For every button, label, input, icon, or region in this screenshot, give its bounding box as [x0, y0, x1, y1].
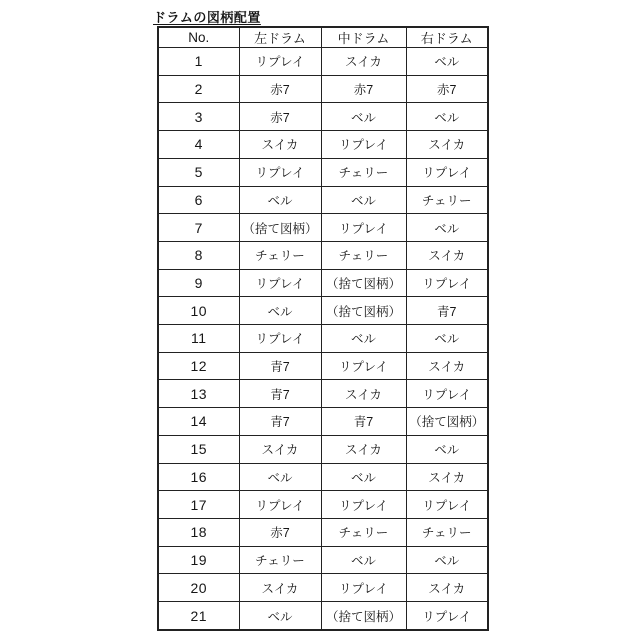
- cell-no: 9: [158, 269, 239, 297]
- cell-no: 14: [158, 408, 239, 436]
- header-right-drum: 右ドラム: [406, 27, 488, 48]
- cell-left-drum: チェリー: [239, 546, 321, 574]
- table-header: [158, 27, 488, 48]
- cell-no: 21: [158, 602, 239, 630]
- table-row: [158, 352, 488, 380]
- cell-left-drum: （捨て図柄）: [239, 214, 321, 242]
- cell-center-drum: チェリー: [321, 241, 406, 269]
- page-title: ドラムの図柄配置: [153, 10, 261, 25]
- table-row: [158, 574, 488, 602]
- table-row: [158, 325, 488, 353]
- cell-right-drum: （捨て図柄）: [406, 408, 488, 436]
- header-left-drum: 左ドラム: [239, 27, 321, 48]
- cell-left-drum: 青7: [239, 352, 321, 380]
- cell-right-drum: チェリー: [406, 518, 488, 546]
- cell-center-drum: （捨て図柄）: [321, 269, 406, 297]
- cell-no: 20: [158, 574, 239, 602]
- cell-center-drum: ベル: [321, 325, 406, 353]
- table-row: [158, 602, 488, 630]
- cell-no: 3: [158, 103, 239, 131]
- table-row: [158, 435, 488, 463]
- cell-no: 1: [158, 48, 239, 76]
- table-row: [158, 158, 488, 186]
- cell-left-drum: 赤7: [239, 75, 321, 103]
- cell-left-drum: リプレイ: [239, 158, 321, 186]
- cell-right-drum: リプレイ: [406, 380, 488, 408]
- header-row: [158, 27, 488, 48]
- cell-no: 19: [158, 546, 239, 574]
- cell-no: 16: [158, 463, 239, 491]
- cell-left-drum: ベル: [239, 297, 321, 325]
- cell-right-drum: スイカ: [406, 241, 488, 269]
- cell-right-drum: ベル: [406, 435, 488, 463]
- cell-right-drum: ベル: [406, 48, 488, 76]
- cell-center-drum: （捨て図柄）: [321, 297, 406, 325]
- cell-center-drum: リプレイ: [321, 352, 406, 380]
- cell-center-drum: チェリー: [321, 518, 406, 546]
- cell-right-drum: スイカ: [406, 131, 488, 159]
- cell-right-drum: ベル: [406, 325, 488, 353]
- cell-no: 8: [158, 241, 239, 269]
- cell-no: 17: [158, 491, 239, 519]
- cell-no: 10: [158, 297, 239, 325]
- table-row: [158, 380, 488, 408]
- cell-center-drum: ベル: [321, 546, 406, 574]
- cell-left-drum: ベル: [239, 463, 321, 491]
- cell-center-drum: ベル: [321, 186, 406, 214]
- cell-center-drum: リプレイ: [321, 491, 406, 519]
- table-row: [158, 186, 488, 214]
- header-center-drum: 中ドラム: [321, 27, 406, 48]
- cell-right-drum: スイカ: [406, 463, 488, 491]
- header-no: No.: [158, 27, 239, 48]
- table-row: [158, 463, 488, 491]
- cell-right-drum: リプレイ: [406, 158, 488, 186]
- cell-center-drum: リプレイ: [321, 214, 406, 242]
- table-row: [158, 546, 488, 574]
- cell-no: 11: [158, 325, 239, 353]
- cell-left-drum: スイカ: [239, 435, 321, 463]
- table-row: [158, 241, 488, 269]
- cell-center-drum: ベル: [321, 463, 406, 491]
- cell-no: 13: [158, 380, 239, 408]
- table-row: [158, 408, 488, 436]
- table-row: [158, 297, 488, 325]
- cell-center-drum: スイカ: [321, 48, 406, 76]
- cell-right-drum: ベル: [406, 103, 488, 131]
- cell-center-drum: 青7: [321, 408, 406, 436]
- table-row: [158, 491, 488, 519]
- table-row: [158, 518, 488, 546]
- cell-right-drum: ベル: [406, 546, 488, 574]
- cell-center-drum: チェリー: [321, 158, 406, 186]
- cell-left-drum: チェリー: [239, 241, 321, 269]
- drum-symbol-table: [157, 26, 489, 631]
- table-row: [158, 269, 488, 297]
- cell-no: 2: [158, 75, 239, 103]
- cell-right-drum: スイカ: [406, 574, 488, 602]
- cell-left-drum: 青7: [239, 408, 321, 436]
- table-row: [158, 75, 488, 103]
- cell-left-drum: ベル: [239, 602, 321, 630]
- cell-center-drum: 赤7: [321, 75, 406, 103]
- table-row: [158, 103, 488, 131]
- cell-no: 6: [158, 186, 239, 214]
- cell-right-drum: チェリー: [406, 186, 488, 214]
- cell-no: 15: [158, 435, 239, 463]
- cell-left-drum: 青7: [239, 380, 321, 408]
- cell-no: 4: [158, 131, 239, 159]
- cell-no: 7: [158, 214, 239, 242]
- cell-right-drum: ベル: [406, 214, 488, 242]
- cell-left-drum: リプレイ: [239, 269, 321, 297]
- cell-right-drum: リプレイ: [406, 491, 488, 519]
- cell-no: 5: [158, 158, 239, 186]
- cell-left-drum: 赤7: [239, 518, 321, 546]
- cell-left-drum: 赤7: [239, 103, 321, 131]
- cell-right-drum: リプレイ: [406, 602, 488, 630]
- cell-center-drum: スイカ: [321, 380, 406, 408]
- drum-table-body: [158, 48, 488, 631]
- table-row: [158, 131, 488, 159]
- cell-center-drum: リプレイ: [321, 131, 406, 159]
- table-row: [158, 214, 488, 242]
- cell-no: 12: [158, 352, 239, 380]
- cell-center-drum: リプレイ: [321, 574, 406, 602]
- cell-right-drum: 赤7: [406, 75, 488, 103]
- cell-right-drum: リプレイ: [406, 269, 488, 297]
- cell-left-drum: リプレイ: [239, 325, 321, 353]
- cell-right-drum: スイカ: [406, 352, 488, 380]
- cell-no: 18: [158, 518, 239, 546]
- cell-right-drum: 青7: [406, 297, 488, 325]
- cell-left-drum: ベル: [239, 186, 321, 214]
- table-row: [158, 48, 488, 76]
- cell-center-drum: スイカ: [321, 435, 406, 463]
- cell-left-drum: スイカ: [239, 574, 321, 602]
- cell-center-drum: ベル: [321, 103, 406, 131]
- cell-left-drum: リプレイ: [239, 491, 321, 519]
- cell-left-drum: スイカ: [239, 131, 321, 159]
- cell-left-drum: リプレイ: [239, 48, 321, 76]
- cell-center-drum: （捨て図柄）: [321, 602, 406, 630]
